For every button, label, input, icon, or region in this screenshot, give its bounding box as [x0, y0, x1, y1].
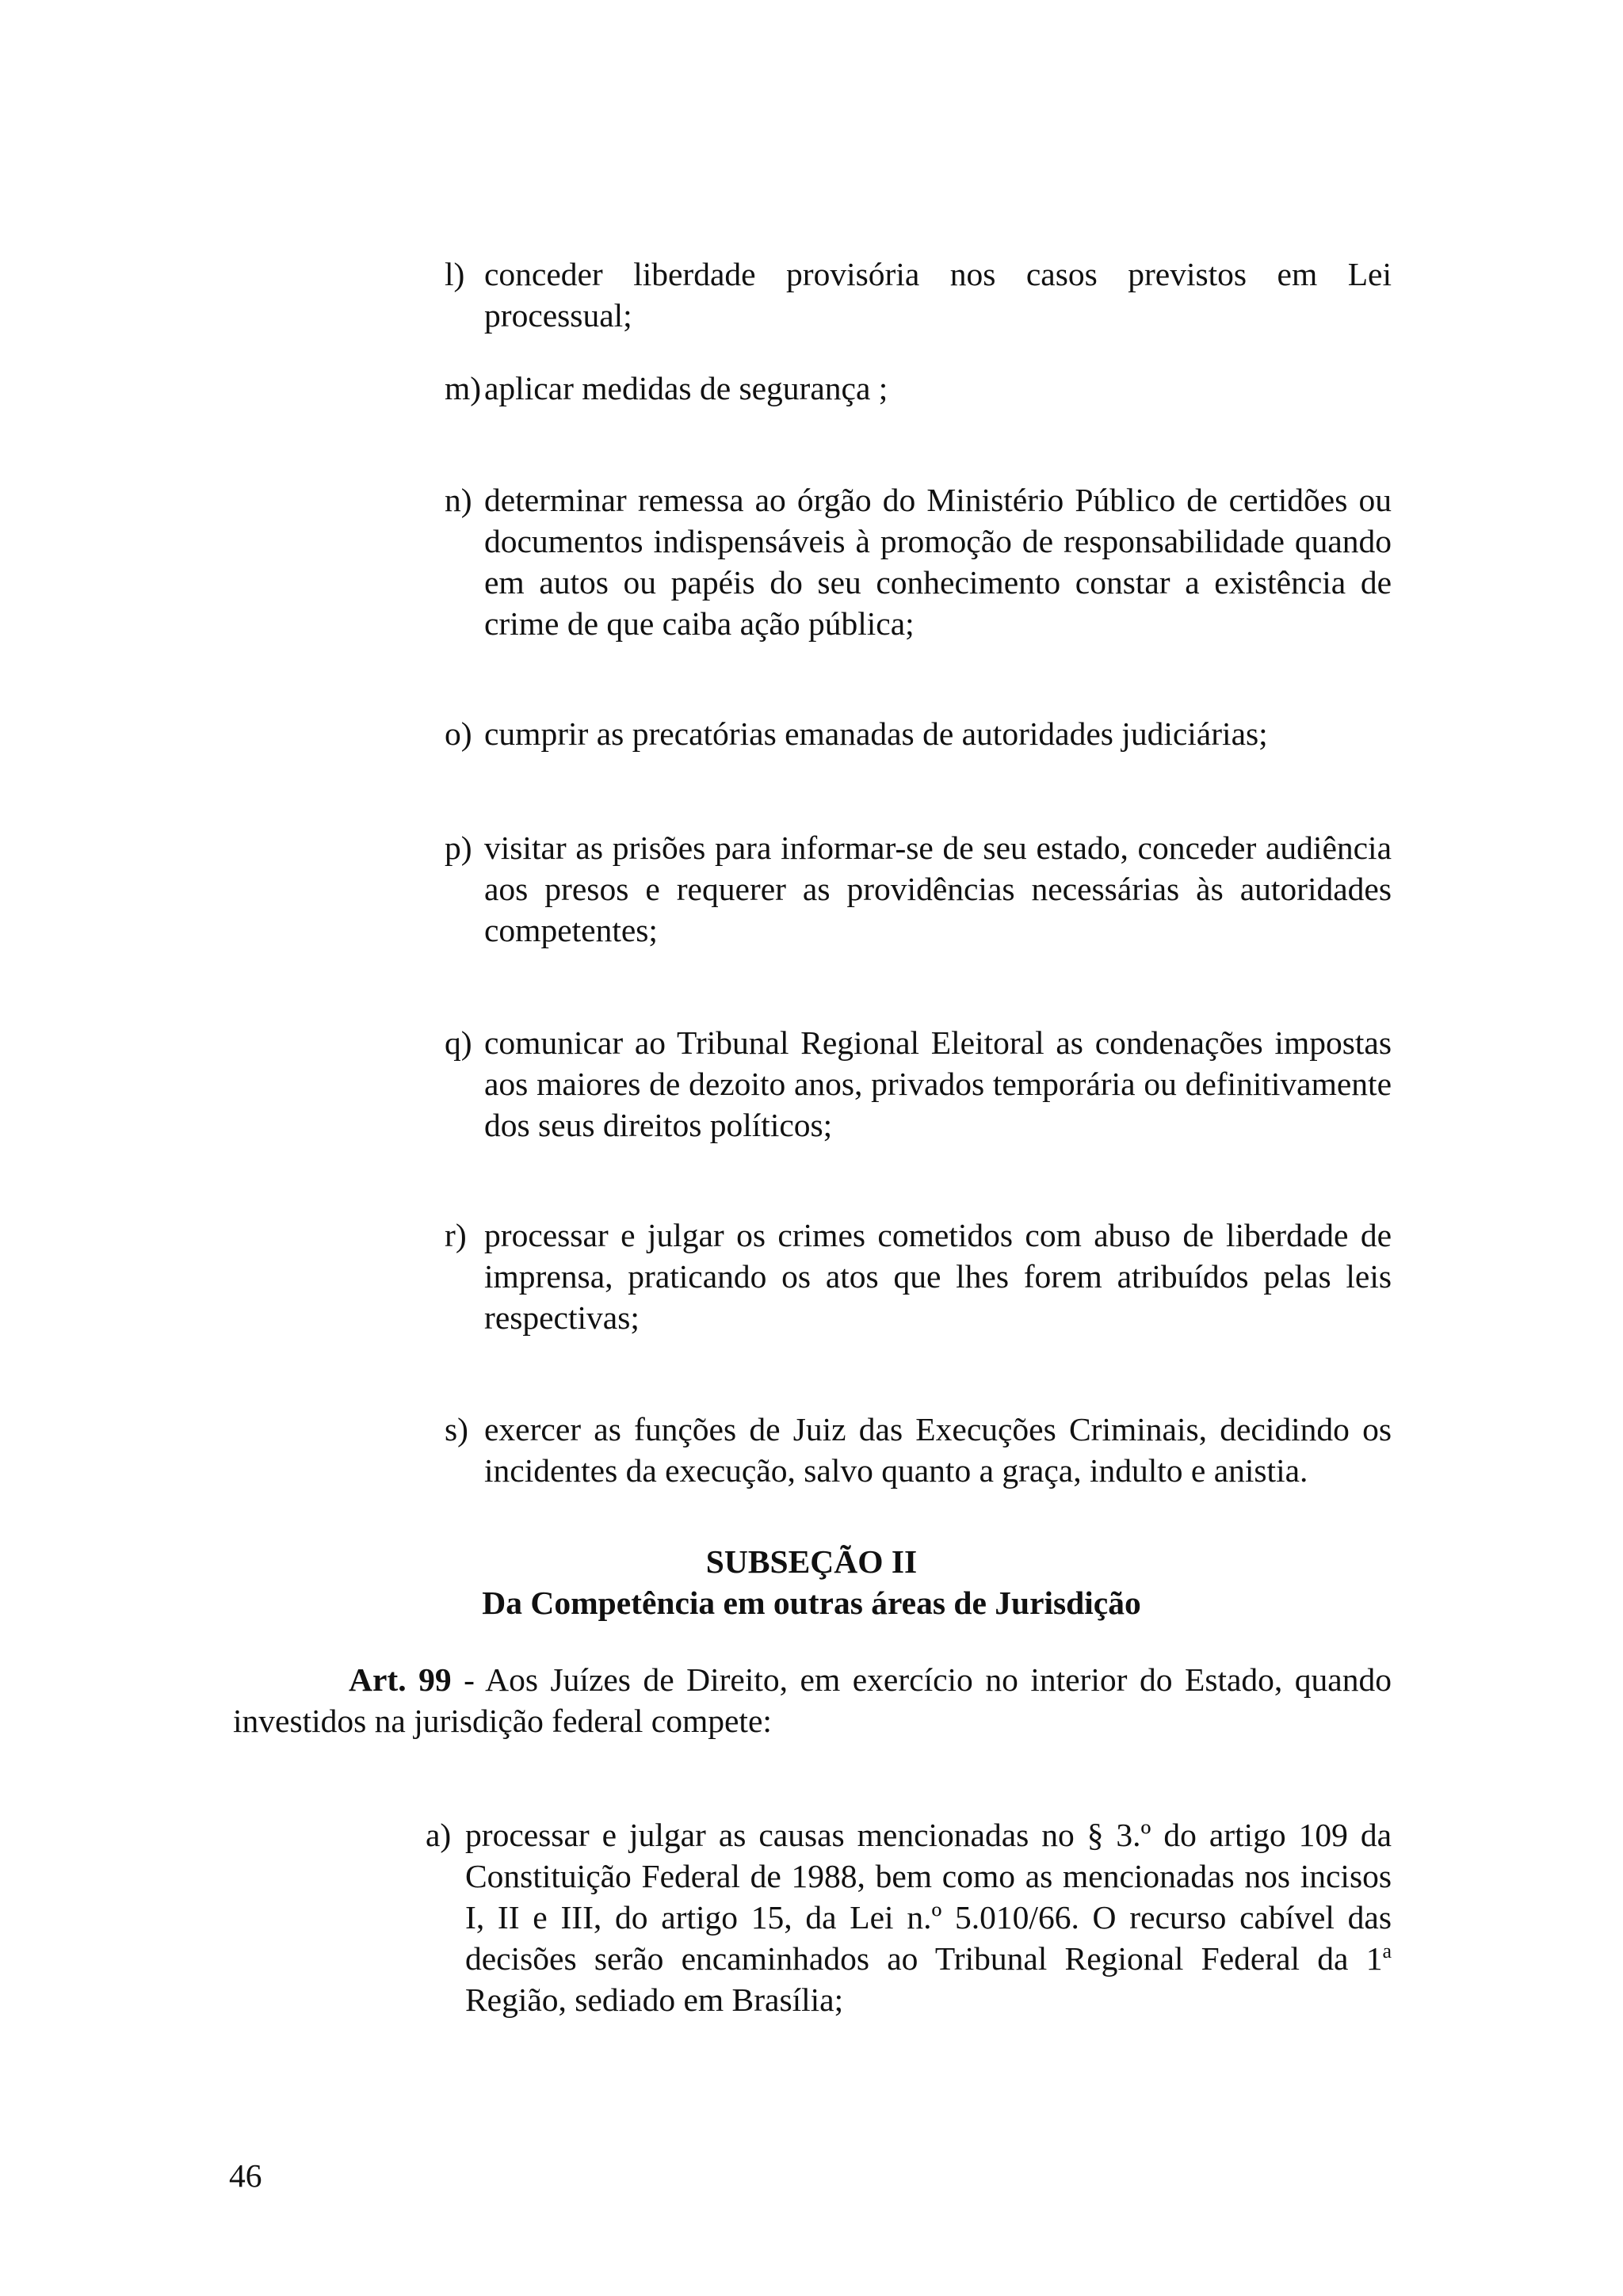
ordinal-superscript: a	[1382, 1939, 1392, 1963]
list-item-text: conceder liberdade provisória nos casos previstos em Lei processual;	[484, 256, 1392, 334]
article-label: Art. 99	[349, 1661, 452, 1698]
list-item	[445, 1215, 1392, 1338]
list-item-text: aplicar medidas de segurança ;	[484, 370, 888, 406]
subsection-title: SUBSEÇÃO II	[705, 1543, 918, 1580]
list-item	[445, 368, 1392, 409]
list-marker: p)	[445, 830, 472, 866]
list-item	[445, 827, 1392, 951]
list-marker: o)	[445, 715, 472, 752]
list-marker: m)	[445, 370, 482, 406]
subsection-subtitle: Da Competência em outras áreas de Jurisdição	[482, 1585, 1141, 1621]
article-paragraph	[233, 1659, 1392, 1741]
list-item-text: visitar as prisões para informar-se de seu estado, conceder audiência aos presos e requerer as providências necessárias às autoridades competentes;	[484, 830, 1392, 948]
list-item-text: exercer as funções de Juiz das Execuções Criminais, decidindo os incidentes da execução, salvo quanto a graça, indulto e anistia.	[484, 1411, 1392, 1489]
list-marker: q)	[445, 1024, 472, 1061]
list-marker: l)	[445, 256, 465, 292]
list-item-text: cumprir as precatórias emanadas de autoridades judiciárias;	[484, 715, 1268, 752]
list-item-text-end: Região, sediado em Brasília;	[465, 1981, 844, 2018]
list-item	[426, 1814, 1392, 2020]
article-text: - Aos Juízes de Direito, em exercício no interior do Estado, quando investidos na jurisdição federal compete:	[233, 1661, 1392, 1739]
list-marker: r)	[445, 1217, 467, 1253]
list-item-text: comunicar ao Tribunal Regional Eleitoral as condenações impostas aos maiores de dezoito anos, privados temporária ou definitivamente dos seus direitos políticos;	[484, 1024, 1392, 1143]
list-item	[445, 1022, 1392, 1146]
list-item-text-main: processar e julgar as causas mencionadas no § 3.º do artigo 109 da Constituição Federal de 1988, bem como as mencionadas nos incisos I, II e III, do artigo 15, da Lei n.º 5.010/66. O recurso cabível das decisões serão encaminhados ao Tribunal Regional Federal da 1	[465, 1817, 1392, 1977]
list-item-text: determinar remessa ao órgão do Ministério Público de certidões ou documentos indispensáveis à promoção de responsabilidade quando em autos ou papéis do seu conhecimento constar a existência de crime de que caiba ação pública;	[484, 482, 1392, 642]
list-item	[445, 479, 1392, 644]
list-item	[445, 254, 1392, 336]
list-item-text: processar e julgar os crimes cometidos com abuso de liberdade de imprensa, praticando os atos que lhes forem atribuídos pelas leis respectivas;	[484, 1217, 1392, 1336]
list-item-text	[465, 1814, 1392, 2020]
list-item	[445, 713, 1392, 754]
list-item	[445, 1409, 1392, 1491]
list-marker: a)	[426, 1817, 452, 1853]
list-marker: s)	[445, 1411, 468, 1447]
page-number: 46	[229, 2157, 262, 2194]
list-marker: n)	[445, 482, 472, 518]
